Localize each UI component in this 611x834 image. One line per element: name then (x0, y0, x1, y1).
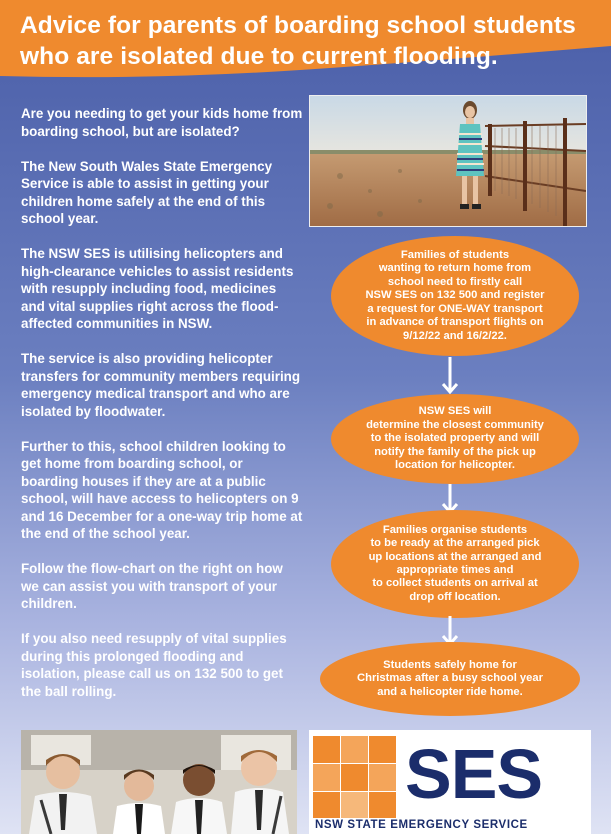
paragraph-school-children: Further to this, school children looking to get home from boarding school, or boarding houses if they are at a public school, will have access to helicopters on 9 and 16 December for a one-way trip home at the end of the school year. (21, 438, 303, 541)
paragraph-resupply-call: If you also need resupply of vital supplies during this prolonged flooding and isolation, please call us on 132 500 to get the ball rolling. (21, 631, 287, 699)
flow-step-3-organise (331, 510, 579, 618)
flow-step-4-home (320, 642, 580, 716)
paragraph-resupply: The NSW SES is utilising helicopters and high-clearance vehicles to assist residents with resupply including food, medicines and vital supplies right across the flood-affected communities in NSW. (21, 246, 294, 331)
flow-step-2-notify (331, 394, 579, 484)
ses-full-name: NSW STATE EMERGENCY SERVICE (315, 819, 528, 831)
paragraph-medical-transport: The service is also providing helicopter transfers for community members requiring emergency medical transport and who are isolated by floodwater. (21, 351, 301, 419)
body-text (21, 105, 303, 718)
ses-checker-icon (313, 736, 397, 818)
flow-step-2-text: NSW SES will determine the closest community to the isolated property and will notify the family of the pick up location for helicopter. (366, 405, 544, 472)
ses-acronym: SES (405, 735, 543, 813)
title-line-1: Advice for parents of boarding school students (20, 12, 576, 39)
paragraph-intro-question: Are you needing to get your kids home from boarding school, but are isolated? (21, 106, 303, 139)
photo-girl-at-fence (309, 95, 587, 227)
title-line-2: who are isolated due to current flooding. (20, 43, 498, 70)
paragraph-flowchart-ref: Follow the flow-chart on the right on how we can assist you with transport of your children. (21, 561, 283, 611)
photo-school-boys (21, 730, 297, 834)
flow-step-1-text: Families of students wanting to return home from school need to firstly call NSW SES on 132 500 and register a request for ONE-WAY transport in advance of transport flights on 9/12/22 and 16/2/22. (365, 249, 545, 342)
header-banner (0, 0, 611, 82)
page-title (20, 10, 600, 72)
flow-step-1-register (331, 236, 579, 356)
paragraph-ses-assist: The New South Wales State Emergency Service is able to assist in getting your children home safely at the end of this school year. (21, 158, 273, 226)
ses-logo (309, 730, 591, 834)
arrow-down-icon (440, 357, 460, 397)
flow-step-4-text: Students safely home for Christmas after a busy school year and a helicopter ride home. (357, 658, 543, 698)
flow-step-3-text: Families organise students to be ready at the arranged pick up locations at the arranged and appropriate times and to collect students on arrival at drop off location. (368, 523, 542, 603)
